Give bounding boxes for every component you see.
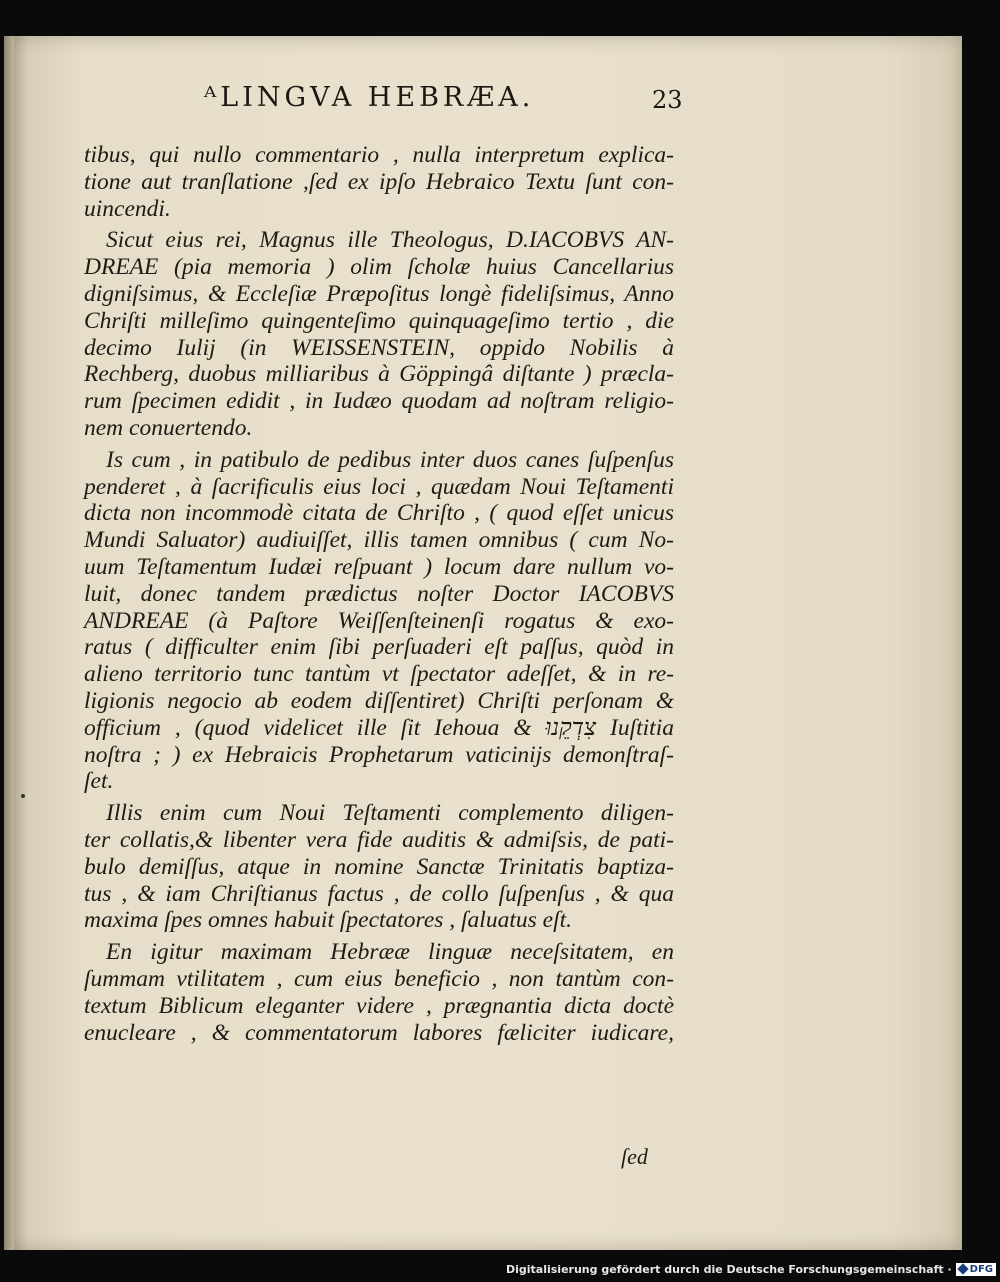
- text-line: Chriſti milleſimo quingenteſimo quinquageſimo tertio , die: [84, 307, 674, 334]
- text-line: bulo demiſſus, atque in nomine Sanctæ Trinitatis baptiza-: [84, 853, 674, 880]
- text-line: ſummam vtilitatem , cum eius beneficio , non tantùm con-: [84, 965, 674, 992]
- text-line: officium , (quod videlicet ille ſit Iehoua & צִדְקֵנוּ Iuſtitia: [84, 714, 674, 741]
- text-line: Sicut eius rei, Magnus ille Theologus, D.IACOBVS AN-: [106, 227, 674, 254]
- text-line: tione aut tranſlatione ,ſed ex ipſo Hebraico Textu ſunt con-: [84, 168, 674, 195]
- text-line: tibus, qui nullo commentario , nulla interpretum explica-: [84, 142, 674, 168]
- text-line: ligionis negocio ab eodem diſſentiret) Chriſti perſonam &: [84, 687, 674, 714]
- text-line: maxima ſpes omnes habuit ſpectatores , ſaluatus eſt.: [84, 907, 573, 934]
- dfg-logo-text: DFG: [969, 1263, 993, 1275]
- funding-text: Digitalisierung gefördert durch die Deutsche Forschungsgemeinschaft ·: [505, 1262, 952, 1276]
- text-line: rum ſpecimen edidit , in Iudæo quodam ad noſtram religio-: [84, 388, 674, 415]
- text-line: alieno territorio tunc tantùm vt ſpectator adeſſet, & in re-: [84, 661, 674, 688]
- catchword: ſed: [621, 1144, 648, 1169]
- running-title: ᴬLINGVA HEBRÆA.: [204, 82, 535, 113]
- text-line: tus , & iam Chriſtianus factus , de collo ſuſpenſus , & qua: [84, 880, 674, 907]
- dfg-logo: [956, 1263, 996, 1276]
- text-line: digniſsimus, & Eccleſiæ Præpoſitus longè fideliſsimus, Anno: [84, 280, 674, 307]
- book-page: [4, 36, 962, 1250]
- margin-mark: [21, 794, 25, 798]
- text-line: ANDREAE (à Paſtore Weiſſenſteinenſi rogatus & exo-: [84, 607, 674, 634]
- text-line: Mundi Saluator) audiuiſſet, illis tamen omnibus ( cum No-: [84, 527, 674, 554]
- dfg-logo-icon: [957, 1263, 968, 1274]
- text-line: enucleare , & commentatorum labores fæliciter iudicare,: [84, 1019, 674, 1046]
- text-line: dicta non incommodè citata de Chriſto , ( quod eſſet unicus: [84, 500, 674, 527]
- text-line: DREAE (pia memoria ) olim ſcholæ huius Cancellarius: [84, 254, 674, 281]
- text-line: En igitur maximam Hebrææ linguæ neceſsitatem, en: [106, 939, 674, 966]
- text-line: Is cum , in patibulo de pedibus inter duos canes ſuſpenſus: [106, 446, 674, 473]
- text-line: textum Biblicum eleganter videre , prægnantia dicta doctè: [84, 992, 674, 1019]
- text-line: Illis enim cum Noui Teſtamenti complemento diligen-: [106, 800, 674, 827]
- page-number: 23: [652, 86, 683, 114]
- text-line: ter collatis,& libenter vera fide auditis & admiſsis, de pati-: [84, 826, 674, 853]
- text-line: uincendi.: [84, 195, 171, 222]
- body-text: [84, 142, 674, 1046]
- text-line: uum Teſtamentum Iudæi reſpuant ) locum dare nullum vo-: [84, 553, 674, 580]
- text-line: luit, donec tandem prædictus noſter Doctor IACOBVS: [84, 580, 674, 607]
- text-line: nem conuertendo.: [84, 414, 253, 441]
- funding-footer: [506, 1260, 996, 1278]
- text-line: noſtra ; ) ex Hebraicis Prophetarum vaticinijs demonſtraſ-: [84, 741, 674, 768]
- text-line: ratus ( difficulter enim ſibi perſuaderi eſt paſſus, quòd in: [84, 634, 674, 661]
- text-line: Rechberg, duobus milliaribus à Göppingâ diſtante ) præcla-: [84, 361, 674, 388]
- text-line: ſet.: [84, 768, 114, 795]
- text-line: penderet , à ſacrificulis eius loci , quædam Noui Teſtamenti: [84, 473, 674, 500]
- text-line: decimo Iulij (in WEISSENSTEIN, oppido Nobilis à: [84, 334, 674, 361]
